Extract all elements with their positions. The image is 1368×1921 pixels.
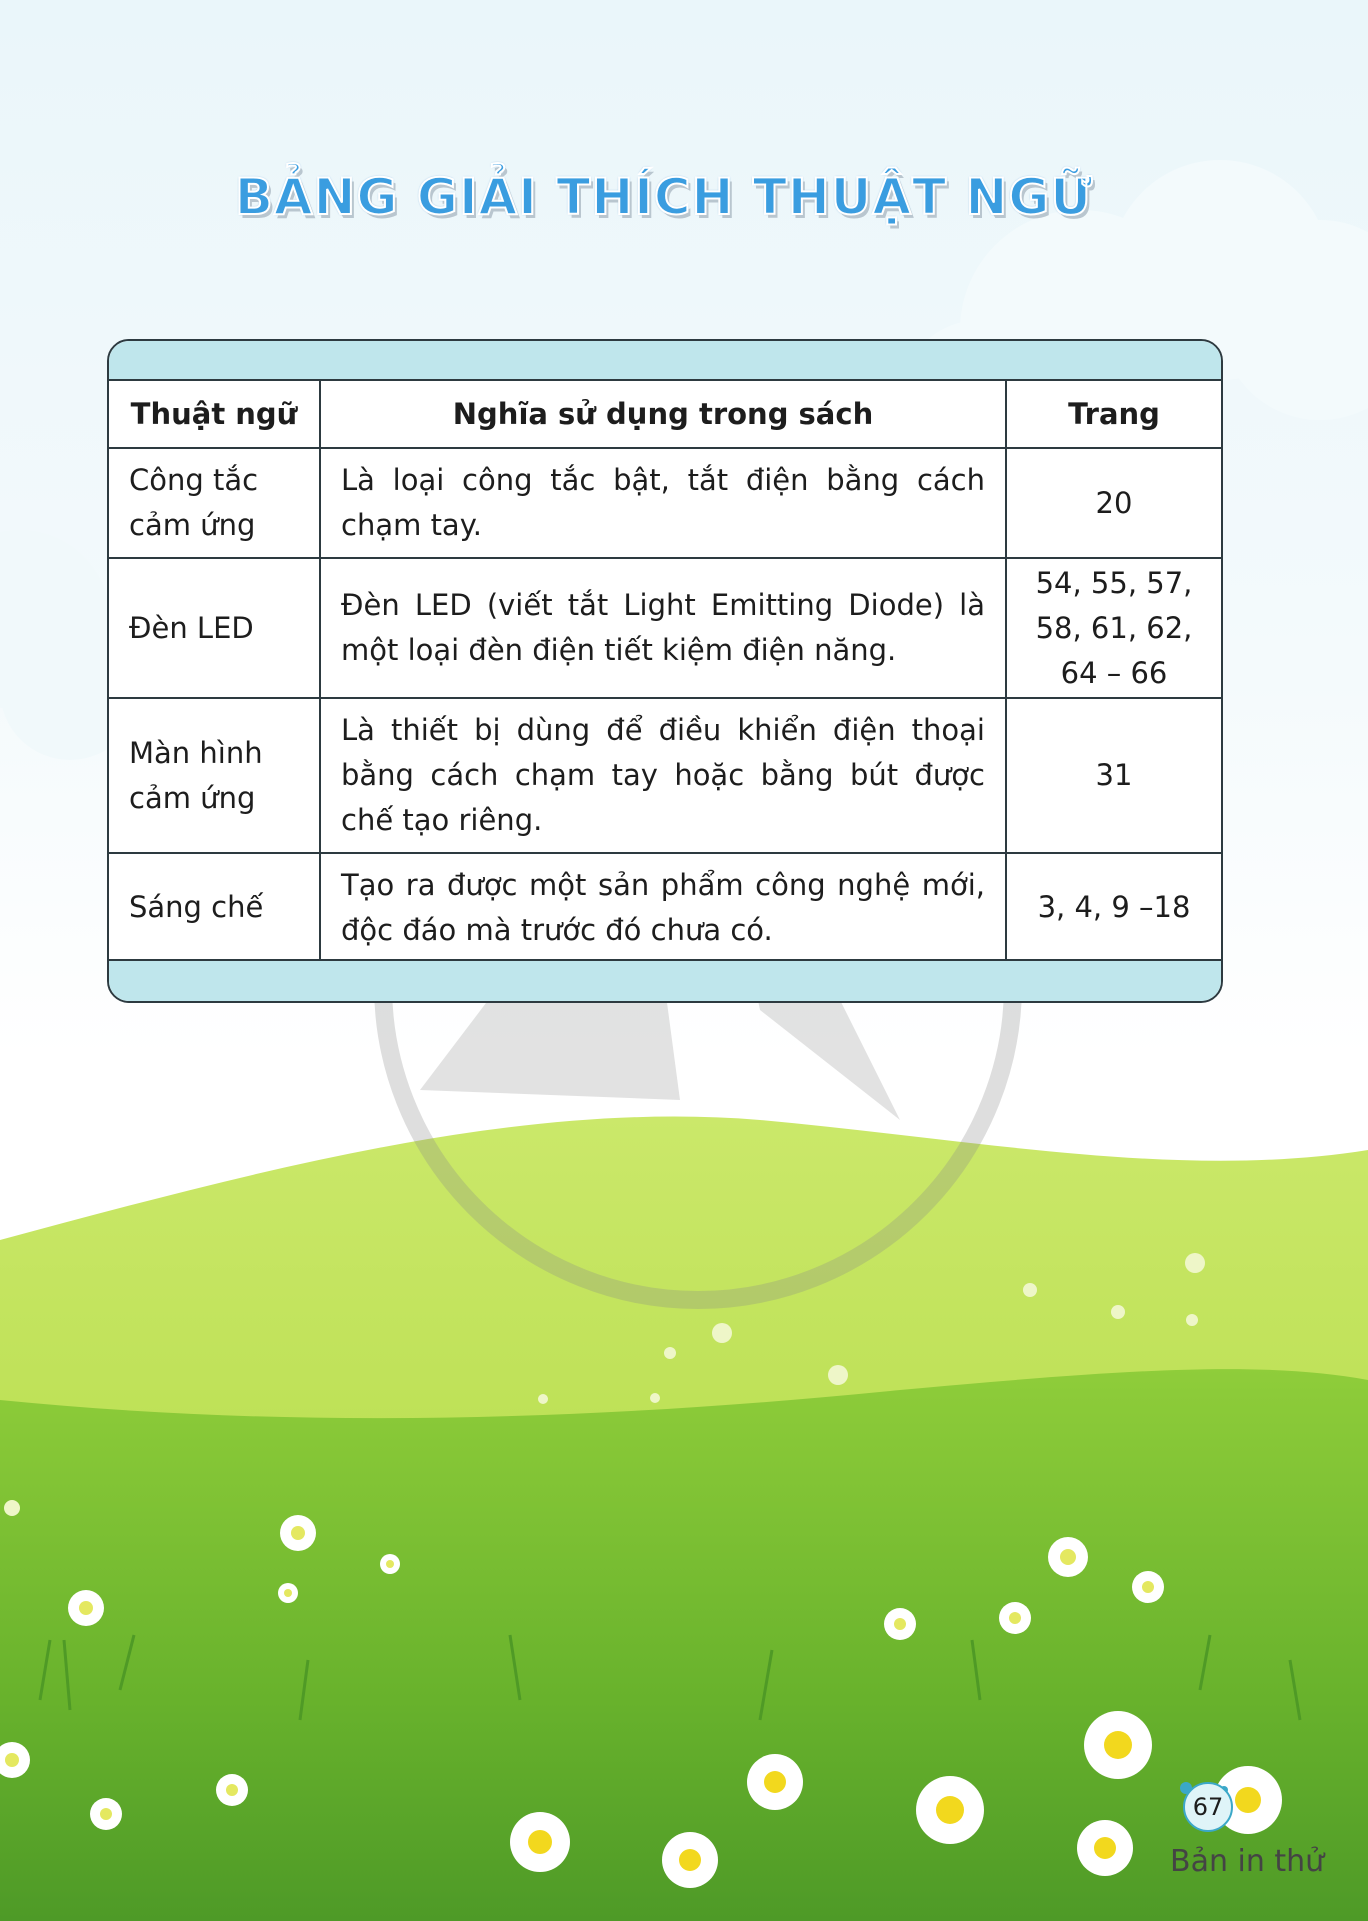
table-top-band bbox=[109, 341, 1221, 381]
table-row bbox=[109, 448, 1221, 558]
pages-line: 58, 61, 62, bbox=[1035, 610, 1193, 645]
pages-line: 64 – 66 bbox=[1060, 655, 1168, 690]
meaning-cell: Là thiết bị dùng để điều khiển điện thoại bằng cách chạm tay hoặc bằng bút được chế tạo riêng. bbox=[320, 698, 1006, 853]
glossary-table bbox=[109, 381, 1221, 961]
term-cell: Sáng chế bbox=[109, 853, 320, 961]
term-cell: Công tắc cảm ứng bbox=[109, 448, 320, 558]
table-bottom-band bbox=[109, 959, 1221, 1001]
pages-cell bbox=[1006, 698, 1221, 853]
table-row bbox=[109, 853, 1221, 961]
pages-line: 3, 4, 9 –18 bbox=[1037, 890, 1191, 924]
pages-cell bbox=[1006, 853, 1221, 961]
table-row bbox=[109, 558, 1221, 698]
pages-line: 31 bbox=[1095, 758, 1133, 792]
page-number: 67 bbox=[1183, 1782, 1233, 1832]
pages-line: 54, 55, 57, bbox=[1035, 565, 1193, 600]
table-header-row bbox=[109, 381, 1221, 448]
glossary-table-card bbox=[107, 339, 1223, 1003]
pages-line: 20 bbox=[1095, 485, 1133, 520]
header-term: Thuật ngữ bbox=[109, 381, 320, 448]
pages-cell bbox=[1006, 558, 1221, 698]
header-meaning: Nghĩa sử dụng trong sách bbox=[320, 381, 1006, 448]
meaning-cell: Đèn LED (viết tắt Light Emitting Diode) là một loại đèn điện tiết kiệm điện năng. bbox=[320, 558, 1006, 698]
term-cell: Đèn LED bbox=[109, 558, 320, 698]
header-pages: Trang bbox=[1006, 381, 1221, 448]
page-title: BẢNG GIẢI THÍCH THUẬT NGỮ bbox=[234, 168, 1094, 226]
meaning-cell: Tạo ra được một sản phẩm công nghệ mới, độc đáo mà trước đó chưa có. bbox=[320, 853, 1006, 961]
table-row bbox=[109, 698, 1221, 853]
term-cell: Màn hình cảm ứng bbox=[109, 698, 320, 853]
meaning-cell: Là loại công tắc bật, tắt điện bằng cách chạm tay. bbox=[320, 448, 1006, 558]
pages-cell bbox=[1006, 448, 1221, 558]
footer-note: Bản in thử bbox=[1170, 1844, 1325, 1879]
